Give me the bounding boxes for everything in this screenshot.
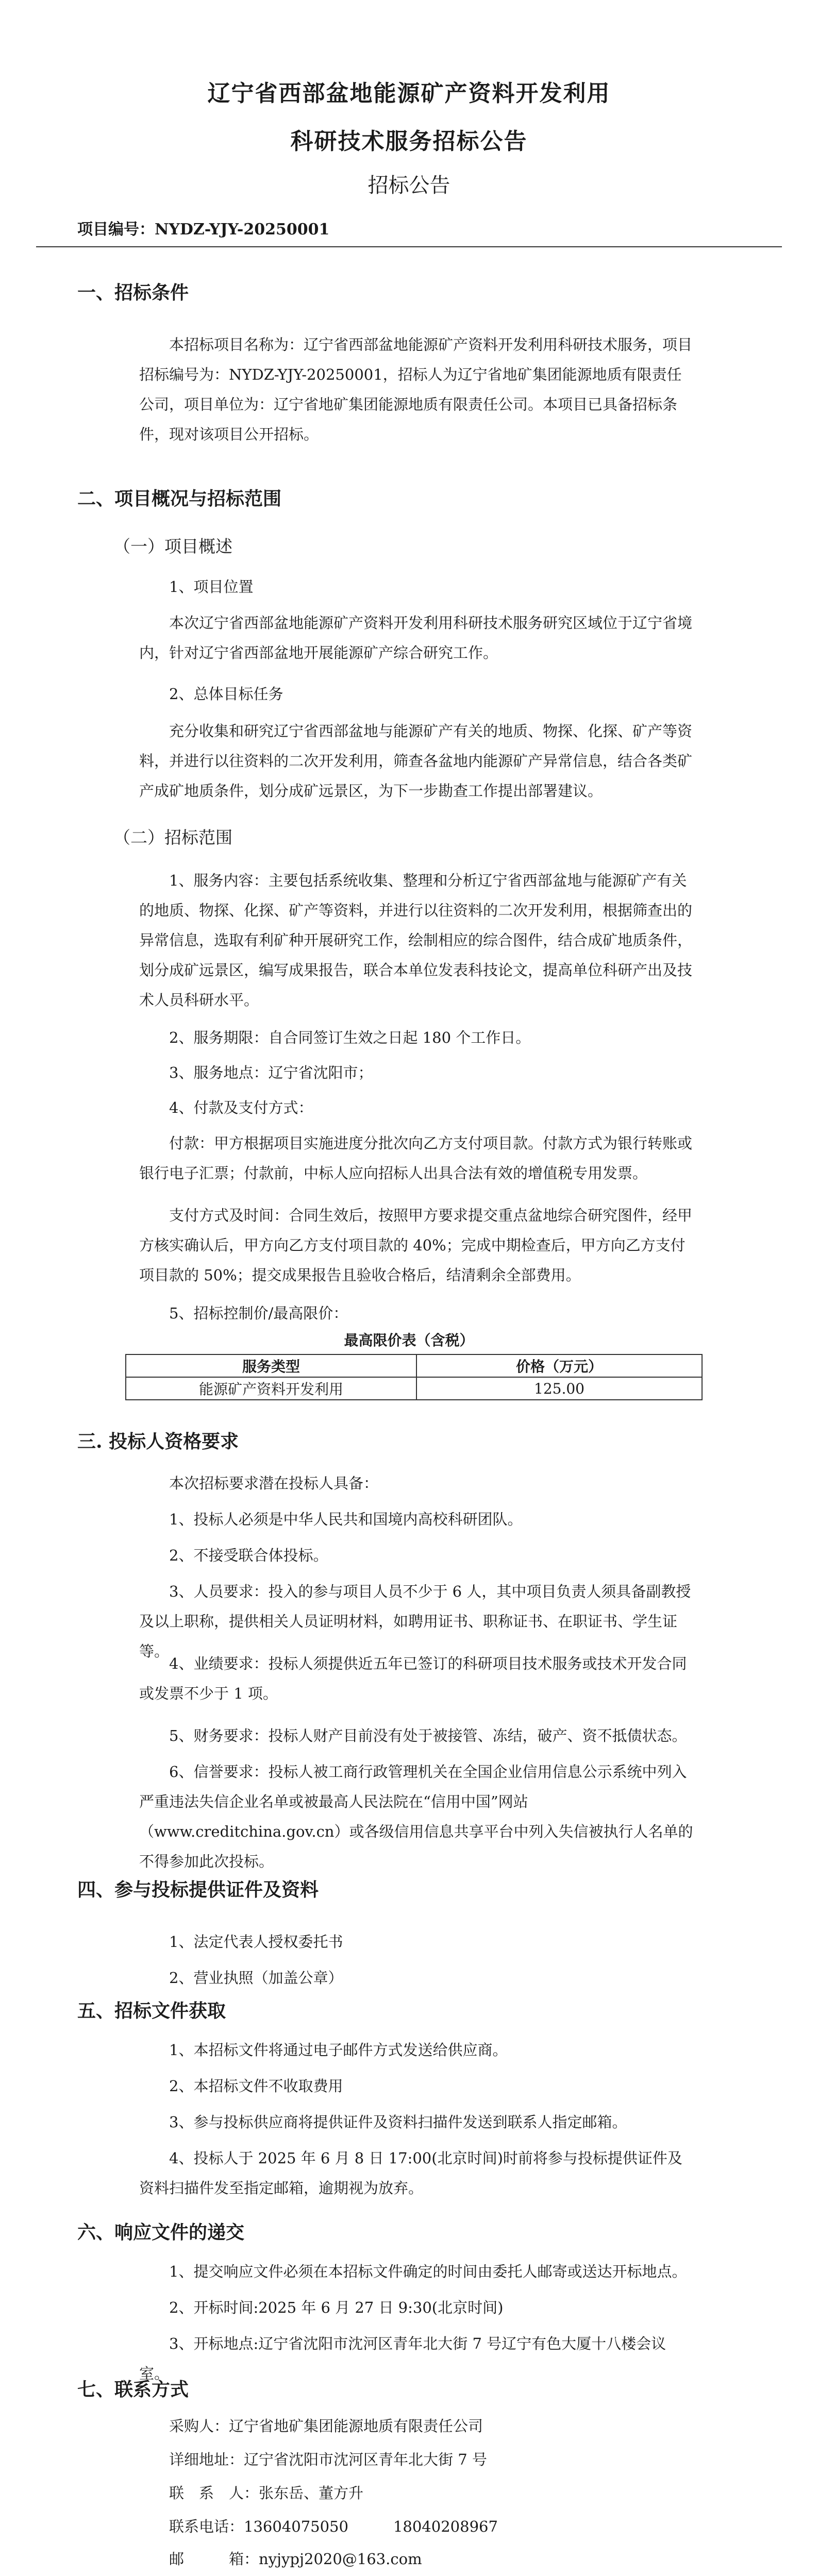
- price-table-caption: 最高限价表（含税）: [344, 1332, 474, 1349]
- table-header-cell: 服务类型: [126, 1354, 416, 1377]
- table-cell: 125.00: [416, 1377, 702, 1400]
- overview-item2-text: 充分收集和研究辽宁省西部盆地与能源矿产有关的地质、物探、化探、矿产等资料，并进行以往资料的二次开发利用，筛查各盆地内能源矿产异常信息，结合各类矿产成矿地质条件，划分成矿远景区，为下一步勘查工作提出部署建议。: [139, 722, 693, 800]
- contact-person: 联 系 人：张东岳、董方升: [169, 2484, 364, 2502]
- contact-email[interactable]: 邮 箱：nyjypj2020@163.com: [169, 2550, 422, 2568]
- scope-item3: 3、服务地点：辽宁省沈阳市；: [169, 1064, 373, 1081]
- qualification-5: 5、财务要求：投标人财产目前没有处于被接管、冻结，破产、资不抵债状态。: [169, 1727, 687, 1744]
- header-divider: [36, 246, 782, 247]
- section-5-heading: 五、招标文件获取: [77, 2000, 226, 2022]
- price-table: [125, 1354, 703, 1400]
- table-row: [126, 1377, 702, 1400]
- table-header-cell: 价格（万元）: [416, 1354, 702, 1377]
- acquisition-item-4: 4、投标人于 2025 年 6 月 8 日 17:00(北京时间)时前将参与投标提供证件及资料扫描件发至指定邮箱，逾期视为放弃。: [139, 2149, 682, 2197]
- acquisition-item-3: 3、参与投标供应商将提供证件及资料扫描件发送到联系人指定邮箱。: [169, 2113, 627, 2131]
- scope-item1: 1、服务内容：主要包括系统收集、整理和分析辽宁省西部盆地与能源矿产有关的地质、物探、化探、矿产等资料，并进行以往资料的二次开发利用，根据筛查出的异常信息，选取有利矿种开展研究工作，绘制相应的综合图件，结合成矿地质条件，划分成矿远景区，编写成果报告，联合本单位发表科技论文，提高单位科研产出及技术人员科研水平。: [139, 872, 693, 1009]
- scope-item5: 5、招标控制价/最高限价：: [169, 1304, 348, 1322]
- scope-item4-payment: 付款：甲方根据项目实施进度分批次向乙方支付项目款。付款方式为银行转账或银行电子汇票；付款前，中标人应向招标人出具合法有效的增值税专用发票。: [139, 1134, 693, 1182]
- qualification-1: 1、投标人必须是中华人民共和国境内高校科研团队。: [169, 1511, 523, 1528]
- table-cell: 能源矿产资料开发利用: [126, 1377, 416, 1400]
- scope-item2: 2、服务期限：自合同签订生效之日起 180 个工作日。: [169, 1029, 531, 1046]
- table-header-row: [126, 1354, 702, 1377]
- acquisition-item-2: 2、本招标文件不收取费用: [169, 2077, 343, 2095]
- section-2-heading: 二、项目概况与招标范围: [77, 488, 282, 510]
- section-1-heading: 一、招标条件: [77, 282, 189, 303]
- document-title-line2: 科研技术服务招标公告: [290, 128, 528, 155]
- document-title-line1: 辽宁省西部盆地能源矿产资料开发利用: [207, 80, 611, 107]
- section-3-heading: 三. 投标人资格要求: [77, 1431, 239, 1452]
- document-item-1: 1、法定代表人授权委托书: [169, 1933, 343, 1951]
- submission-item-1: 1、提交响应文件必须在本招标文件确定的时间由委托人邮寄或送达开标地点。: [169, 2263, 687, 2280]
- section-6-heading: 六、响应文件的递交: [77, 2222, 245, 2243]
- overview-item2-title: 2、总体目标任务: [169, 685, 283, 703]
- qualification-2: 2、不接受联合体投标。: [169, 1547, 328, 1564]
- contact-address: 详细地址：辽宁省沈阳市沈河区青年北大街 7 号: [169, 2451, 487, 2468]
- submission-item-3: 3、开标地点:辽宁省沈阳市沈河区青年北大街 7 号辽宁有色大厦十八楼会议室。: [139, 2335, 666, 2382]
- scope-item4-schedule: 支付方式及时间：合同生效后，按照甲方要求提交重点盆地综合研究图件，经甲方核实确认后，甲方向乙方支付项目款的 40%；完成中期检查后，甲方向乙方支付项目款的 50%；提交成果报告且验收合格后，结清剩余全部费用。: [139, 1207, 693, 1284]
- qualification-intro: 本次招标要求潜在投标人具备：: [169, 1475, 379, 1492]
- section-2-sub1: （一）项目概述: [113, 536, 232, 556]
- overview-item1-text: 本次辽宁省西部盆地能源矿产资料开发利用科研技术服务研究区域位于辽宁省境内，针对辽宁省西部盆地开展能源矿产综合研究工作。: [139, 614, 693, 662]
- contact-purchaser: 采购人：辽宁省地矿集团能源地质有限责任公司: [169, 2417, 483, 2435]
- overview-item1-title: 1、项目位置: [169, 578, 254, 596]
- qualification-6: 6、信誉要求：投标人被工商行政管理机关在全国企业信用信息公示系统中列入严重违法失信企业名单或被最高人民法院在“信用中国”网站（www.creditchina.gov.cn）或各级信用信息共享平台中列入失信被执行人名单的不得参加此次投标。: [139, 1763, 693, 1870]
- acquisition-item-1: 1、本招标文件将通过电子邮件方式发送给供应商。: [169, 2041, 508, 2059]
- section-1-paragraph: 本招标项目名称为：辽宁省西部盆地能源矿产资料开发利用科研技术服务，项目招标编号为：NYDZ-YJY-20250001，招标人为辽宁省地矿集团能源地质有限责任公司，项目单位为：辽宁省地矿集团能源地质有限责任公司。本项目已具备招标条件，现对该项目公开招标。: [139, 336, 693, 443]
- section-4-heading: 四、参与投标提供证件及资料: [77, 1879, 319, 1901]
- qualification-4: 4、业绩要求：投标人须提供近五年已签订的科研项目技术服务或技术开发合同或发票不少于 1 项。: [139, 1655, 687, 1702]
- scope-item4: 4、付款及支付方式：: [169, 1099, 313, 1116]
- section-7-heading: 七、联系方式: [77, 2379, 189, 2400]
- section-2-sub2: （二）招标范围: [113, 827, 232, 848]
- project-number: 项目编号：NYDZ-YJY-20250001: [77, 221, 330, 239]
- document-subtitle: 招标公告: [368, 174, 450, 197]
- contact-phone: 联系电话：13604075050 18040208967: [169, 2518, 498, 2535]
- qualification-3: 3、人员要求：投入的参与项目人员不少于 6 人，其中项目负责人须具备副教授及以上职称，提供相关人员证明材料，如聘用证书、职称证书、在职证书、学生证等。: [139, 1583, 691, 1660]
- submission-item-2: 2、开标时间:2025 年 6 月 27 日 9:30(北京时间): [169, 2299, 504, 2316]
- document-item-2: 2、营业执照（加盖公章）: [169, 1969, 343, 1987]
